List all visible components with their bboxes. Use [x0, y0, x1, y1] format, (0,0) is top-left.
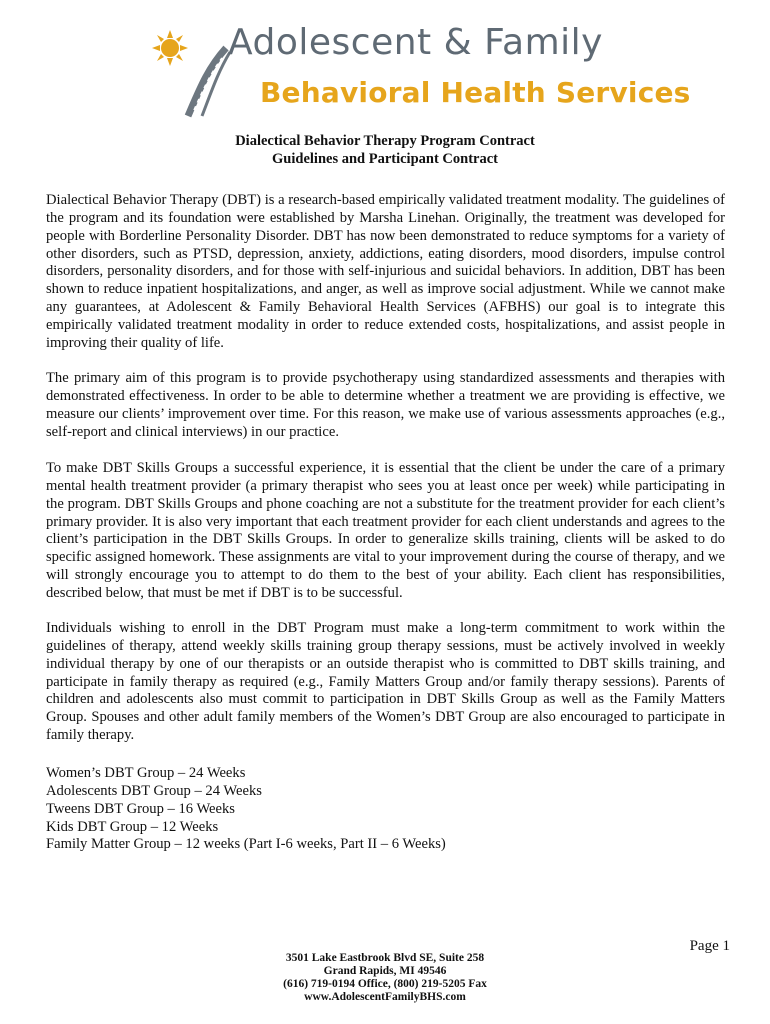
logo-tagline: Behavioral Health Services: [260, 76, 691, 109]
list-item: Family Matter Group – 12 weeks (Part I-6 weeks, Part II – 6 Weeks): [46, 836, 446, 853]
footer-phone: (616) 719-0194 Office, (800) 219-5205 Fax: [283, 978, 487, 990]
company-logo: [148, 18, 691, 118]
paragraph-program-aim: The primary aim of this program is to provide psychotherapy using standardized assessments and therapies with demonstrated effectiveness. In order to be able to determine whether a treatment we are providing is effective, we measure our clients’ improvement over time. For this reason, we make use of various assessments approaches (e.g., self-report and clinical interviews) in our practice.: [46, 370, 725, 440]
list-item: Kids DBT Group – 12 Weeks: [46, 818, 219, 835]
paragraph-enrollment: Individuals wishing to enroll in the DBT Program must make a long-term commitment to work within the guidelines of therapy, attend weekly skills training group therapy sessions, must be actively involved in weekly individual therapy by one of our therapists or an outside therapist who is committed to DBT skills training, and participate in family therapy as required (e.g., Family Matters Group and/or family therapy sessions). Parents of children and adolescents also must commit to participation in DBT Skills Group as well as the Family Matters Group. Spouses and other adult family members of the Women’s DBT Group are also encouraged to participate in family therapy.: [46, 620, 725, 744]
footer-city: Grand Rapids, MI 49546: [323, 965, 447, 977]
footer-address: 3501 Lake Eastbrook Blvd SE, Suite 258: [285, 952, 485, 964]
logo-company-name: Adolescent & Family: [228, 22, 603, 63]
list-item: Tweens DBT Group – 16 Weeks: [46, 800, 235, 817]
page-number: Page 1: [689, 938, 730, 954]
footer-website: www.AdolescentFamilyBHS.com: [304, 991, 466, 1003]
list-item: Adolescents DBT Group – 24 Weeks: [46, 782, 262, 799]
list-item: Women’s DBT Group – 24 Weeks: [46, 765, 246, 781]
document-subtitle: Guidelines and Participant Contract: [272, 151, 498, 167]
document-title: Dialectical Behavior Therapy Program Contract: [235, 133, 535, 149]
paragraph-dbt-overview: Dialectical Behavior Therapy (DBT) is a research-based empirically validated treatment modality. The guidelines of the program and its foundation were established by Marsha Linehan. Originally, the treatment was developed for people with Borderline Personality Disorder. DBT has now been demonstrated to reduce symptoms for a variety of other disorders, such as PTSD, depression, anxiety, addictions, eating disorders, mood disorders, impulse control disorders, personality disorders, and for those with self-injurious and suicidal behaviors. In addition, DBT has been shown to reduce inpatient hospitalizations, and anger, as well as improve social adjustment. While we cannot make any guarantees, at Adolescent & Family Behavioral Health Services (AFBHS) our goal is to integrate this empirically validated treatment modality in order to reduce extended costs, hospitalizations, and assist people in improving their quality of life.: [46, 192, 725, 351]
paragraph-skills-groups: To make DBT Skills Groups a successful experience, it is essential that the client be under the care of a primary mental health treatment provider (a primary therapist who sees you at least once per week) while participating in the program. DBT Skills Groups and phone coaching are not a substitute for the treatment provider for each client’s primary provider. It is also very important that each treatment provider for each client understands and agrees to the client’s participation in the DBT Skills Groups. In order to generalize skills training, clients will be asked to do specific assigned homework. These assignments are vital to your improvement during the course of therapy, and we will strongly encourage you to attempt to do them to the best of your ability. Each client has responsibilities, described below, that must be met if DBT is to be successful.: [46, 460, 725, 601]
group-list: [46, 765, 446, 854]
footer-contact: [0, 952, 770, 1004]
